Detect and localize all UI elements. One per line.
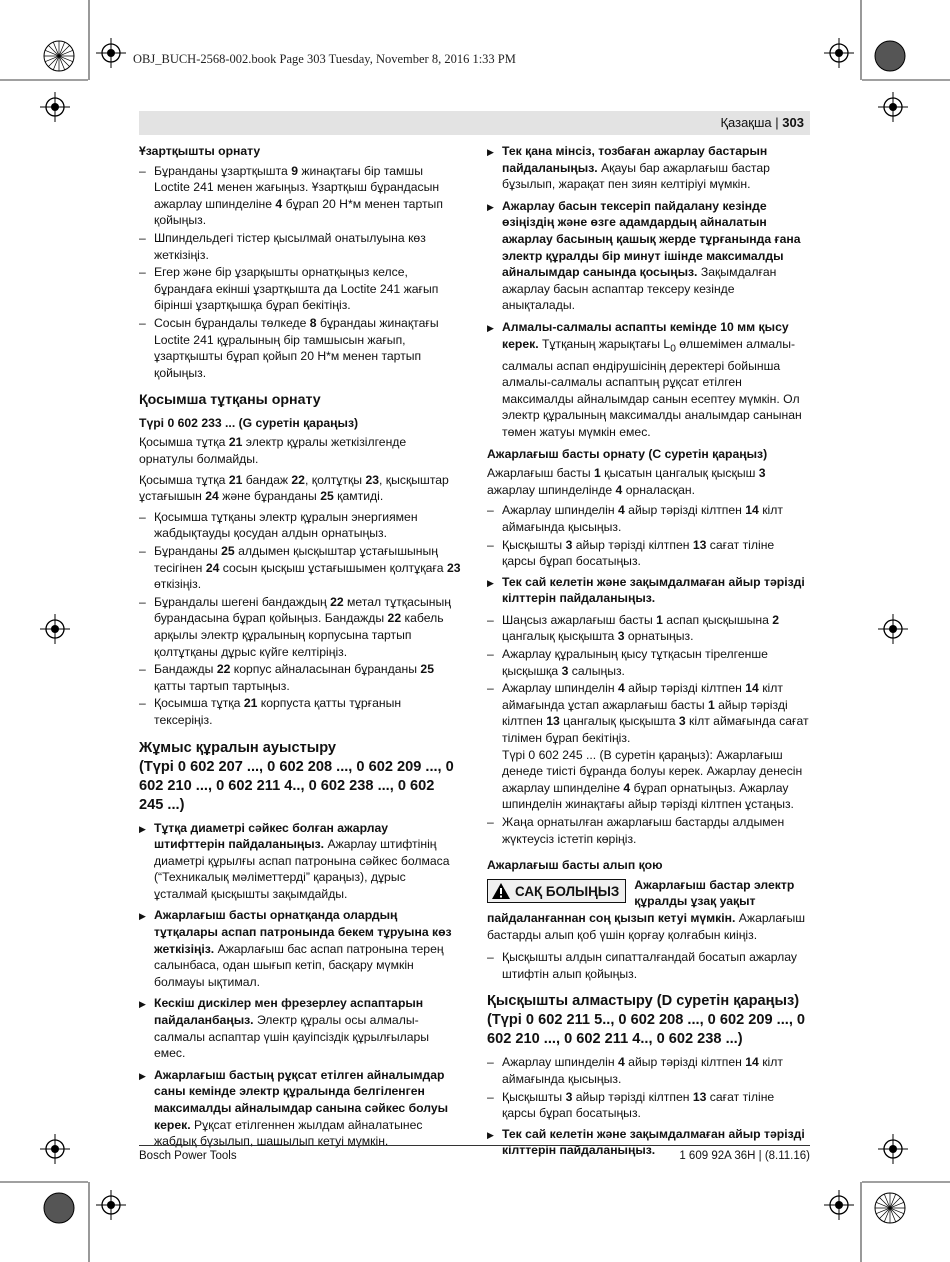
- subheading-aux-handle-type: Түрі 0 602 233 ... (G суретін қараңыз): [139, 415, 359, 430]
- heading-extension-install: Ұзартқышты орнату: [139, 144, 261, 158]
- footer-rule: [139, 1145, 810, 1146]
- caution-badge: [487, 879, 626, 904]
- page-header-bar: [139, 111, 810, 135]
- print-job-info: OBJ_BUCH-2568-002.book Page 303 Tuesday, November 8, 2016 1:33 PM: [133, 52, 516, 66]
- list-extension-install: [139, 163, 462, 382]
- list-item: – Бұранданы ұзартқышта 9 жинақтағы бір тамшы Loctite 241 менен жағыңыз. Ұзартқыш бұрандасын ажарлау шпинделіне 4 бұрап 20 Н*м менен тартып қойыңыз.: [139, 163, 462, 229]
- caution-text: Ажарлағыш бастар электр құралды ұзақ уақыт пайдаланғаннан соң қызып кетуі мүмкін. Ажарлағыш бастарды алып қоб үшін қорғау қолғабын киіңіз.: [487, 877, 806, 942]
- list-item: – Ажарлау шпинделін 4 айыр тәрізді кілтпен 14 кілт аймағында қысыңыз.: [487, 502, 810, 535]
- list-item: – Бұранданы 25 алдымен қысқыштар ұстағышының тесігінен 24 сосын қысқыш ұстағышымен қолтұқаға 23 өткізіңіз.: [139, 543, 462, 593]
- header-separator: |: [775, 115, 779, 130]
- list-item: – Қысқышты 3 айыр тәрізді кілтпен 13 сағат тіліне қарсы бұрап босатыңыз.: [487, 1089, 810, 1122]
- heading-grinding-head-removal: Ажарлағыш басты алып қою: [487, 858, 663, 873]
- list-item: – Ажарлау шпинделін 4 айыр тәрізді кілтпен 14 кілт аймағында ұстап ажарлағыш басты 1 айыр тәрізді кілтпен 13 цангалық қысқышта 3 кілт аймағында сағат тілімен бұрап бекітіңіз. Түрі 0 602 245 ... (B суретін қараңыз): Ажарлағыш денеде тиісті бұранда болуы керек. Ажарлау денесін ажарлау шпинделіне 4 бұрап орнатыңыз. Ажарлау шпинделін жинақтағы айыр тәрізді кілтпен ұстаңыз.: [487, 680, 810, 813]
- warning-triangle-icon: [491, 882, 511, 900]
- list-item: – Қосымша тұтқа 21 корпуста қатты тұрғанын тексеріңіз.: [139, 695, 462, 728]
- list-item: – Қысқышты алдын сипатталғандай босатып ажарлау штифтін алып қойыңыз.: [487, 949, 810, 982]
- list-tool-change-warnings: [139, 820, 462, 1150]
- list-item: – Сосын бұрандалы төлкеде 8 бұрандаы жинақтағы Loctite 241 құралының бір тамшысын жағып, ұзартқышты бұрап қойып 20 Н*м менен тартып қойыңыз.: [139, 315, 462, 381]
- list-item: ▶ Тек қана мінсіз, тозбаған ажарлау бастарын пайдаланыңыз. Ақауы бар ажарлағыш бастар бұзылып, жарақат пен зиян келтіріуі мүмкін.: [487, 143, 810, 193]
- list-install-steps-2: [487, 612, 810, 847]
- heading-grinding-head-install: Ажарлағыш басты орнату (C суретін қараңыз): [487, 446, 768, 461]
- caution-label: САҚ БОЛЫҢЫЗ: [515, 883, 620, 899]
- list-item: – Қосымша тұтқаны электр құралын энергиямен жабдықтауды қосудан алдын орнатыңыз.: [139, 509, 462, 542]
- footer-brand: Bosch Power Tools: [139, 1150, 237, 1162]
- heading-collet-change: Қысқышты алмастыру (D суретін қараңыз) (Түрі 0 602 211 5.., 0 602 208 ..., 0 602 209 ..., 0 602 210 ..., 0 602 211 4.., 0 602 238 ...): [487, 993, 806, 1048]
- list-aux-handle: [139, 509, 462, 729]
- paragraph: Қосымша тұтқа 21 бандаж 22, қолтұтқы 23, қысқыштар ұстағышын 24 және бұранданы 25 қамтиді.: [139, 472, 449, 504]
- wrench-warning: ▶ Тек сай келетін және зақымдалмаған айыр тәрізді кілттерін пайдаланыңыз.: [487, 574, 810, 607]
- list-item: ▶ Ажарлағыш бастың рұқсат етілген айналымдар саны кемінде электр құралында белгіленген максималды айналымдар санына сәйкес болуы керек. Рұқсат етілгеннен жылдам айналатынес жабдық бұзылып, шашылып кетуі мүмкін.: [139, 1067, 462, 1150]
- list-install-steps: [487, 502, 810, 569]
- heading-aux-handle: Қосымша тұтқаны орнату: [139, 392, 321, 409]
- page-number: 303: [782, 115, 804, 130]
- list-item: – Егер және бір ұзарқышты орнатқыңыз келсе, бұрандаға екінші ұзартқышта да Loctite 241 жағып бірінші ұзартқышқа бұрап бекітіңіз.: [139, 264, 462, 314]
- wrench-warning: ▶ Тек сай келетін және зақымдалмаған айыр тәрізді кілттерін пайдаланыңыз.: [487, 1126, 810, 1159]
- page-header: [720, 115, 804, 130]
- list-safety-warnings: [487, 143, 810, 441]
- list-item: ▶ Тұтқа диаметрі сәйкес болған ажарлау штифттерін пайдаланыңыз. Ажарлау штифтінің диаметрі құрылғы аспап патронына сәйкес болмаса (“Техникалық мәліметтерді” қараңыз), дұрыс ұсталмай қысқышты зақымдайды.: [139, 820, 462, 903]
- list-item: – Шаңсыз ажарлағыш басты 1 аспап қысқышына 2 цангалық қысқышта 3 орнатыңыз.: [487, 612, 810, 645]
- list-item: – Бұрандалы шегені бандаждың 22 метал тұтқасының бурандасына бұрап қойыңыз. Бандажды 22 кабель арқылы электр құралының корпусына тартып қолтұтқаны дұрыс күйге келтіріңіз.: [139, 594, 462, 660]
- paragraph: Қосымша тұтқа 21 электр құралы жеткізілгенде орнатулы болмайды.: [139, 435, 407, 466]
- left-column: [139, 143, 462, 1155]
- list-item: – Жаңа орнатылған ажарлағыш бастарды алдымен жүктеусіз істетіп көріңіз.: [487, 814, 810, 847]
- footer-doc-number: 1 609 92A 36H | (8.11.16): [679, 1150, 810, 1162]
- heading-tool-change: Жұмыс құралын ауыстыру (Түрі 0 602 207 ..., 0 602 208 ..., 0 602 209 ..., 0 602 210 ..., 0 602 211 4.., 0 602 238 ..., 0 602 245 ...): [139, 739, 454, 813]
- right-column: [487, 143, 810, 1164]
- paragraph: Ажарлағыш басты 1 қысатын цангалық қысқыш 3 ажарлау шпинделінде 4 орналасқан.: [487, 466, 766, 497]
- list-removal-steps: [487, 949, 810, 982]
- list-item: ▶ Ажарлағыш басты орнатқанда олардың тұтқалары аспап патронында бекем тұруына көз жеткізіңіз. Ажарлағыш бас аспап патронына терең салынбаса, одан шығып кетіп, басқару мүмкін болмауы ықтимал.: [139, 907, 462, 990]
- list-collet-steps: [487, 1054, 810, 1121]
- list-item: ▶ Алмалы-салмалы аспапты кемінде 10 мм қысу керек. Тұтқаның жарықтағы $L_0$ өлшемімен алмалы-салмалы аспап өндірушісінің деректері бойынша алмалы-салмалы аспаптың рұқсат етілген максималды айналымдар санын есептеу мүмкін. Ол электр құралының максималды аналымдар санынан төмен жатуы мүмкін емес.: [487, 319, 810, 441]
- list-item: – Шпиндельдегі тістер қысылмай онатылуына көз жеткізіңіз.: [139, 230, 462, 263]
- caution-block: [487, 877, 810, 943]
- list-item: – Бандажды 22 корпус айналасынан бұранданы 25 қатты тартып тартыңыз.: [139, 661, 462, 694]
- list-item: – Ажарлау шпинделін 4 айыр тәрізді кілтпен 14 кілт аймағында қысыңыз.: [487, 1054, 810, 1087]
- header-language: Қазақша: [720, 115, 772, 130]
- list-item: ▶ Кескіш дискілер мен фрезерлеу аспаптарын пайдаланбаңыз. Электр құралы осы алмалы-салмалы аспаптар үшін қауіпсіздік құрылғылары емес.: [139, 995, 462, 1061]
- list-item: – Ажарлау құралының қысу тұтқасын тірелгенше қысқышқа 3 салыңыз.: [487, 646, 810, 679]
- list-item: – Қысқышты 3 айыр тәрізді кілтпен 13 сағат тіліне қарсы бұрап босатыңыз.: [487, 537, 810, 570]
- list-item: ▶ Ажарлау басын тексеріп пайдалану кезінде өзіңіздің және өзге адамдардың айналатын ажарлау басының қашық жерде тұрғанында ғана электр құралды бір минут ішінде максималды айналымдар санында қосыңыз. Зақымдалған ажарлау басын аспаптар тексеру кезінде анықталады.: [487, 198, 810, 314]
